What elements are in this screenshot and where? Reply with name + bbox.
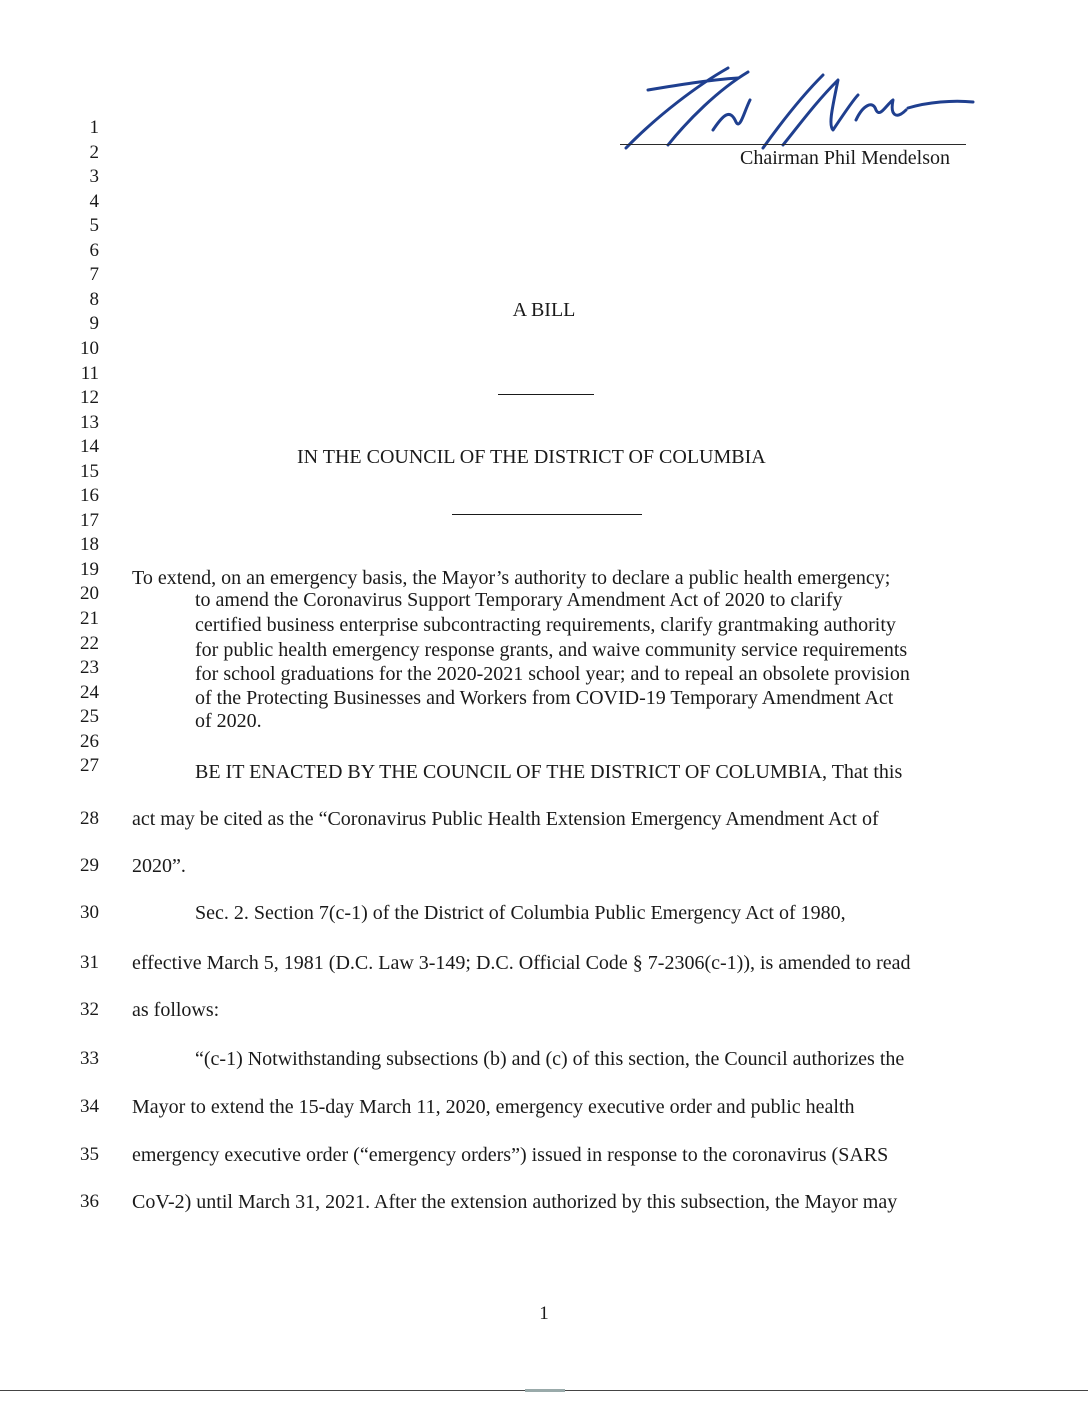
line-number: 20 xyxy=(80,583,99,605)
line-number: 36 xyxy=(80,1191,99,1212)
signature-line xyxy=(620,144,966,145)
line-number: 28 xyxy=(80,808,99,829)
body-line: Mayor to extend the 15-day March 11, 2020, emergency executive order and public health xyxy=(132,1096,855,1118)
line-number: 19 xyxy=(80,558,99,580)
line-number: 3 xyxy=(89,166,99,188)
line-number: 35 xyxy=(80,1144,99,1165)
line-number: 9 xyxy=(89,313,99,335)
line-number: 2 xyxy=(89,141,99,163)
title-line: for school graduations for the 2020-2021 school year; and to repeal an obsolete provision xyxy=(195,663,910,685)
line-number: 31 xyxy=(80,952,99,973)
title-line: for public health emergency response grants, and waive community service requirements xyxy=(195,639,908,661)
body-line: CoV-2) until March 31, 2021. After the extension authorized by this subsection, the Mayor may xyxy=(132,1191,898,1213)
line-number: 24 xyxy=(80,681,99,703)
line-number: 27 xyxy=(80,755,99,777)
line-number: 11 xyxy=(80,362,99,384)
signer-name: Chairman Phil Mendelson xyxy=(740,147,950,169)
line-number: 30 xyxy=(80,902,99,923)
body-line: act may be cited as the “Coronavirus Public Health Extension Emergency Amendment Act of xyxy=(132,808,879,830)
body-line: BE IT ENACTED BY THE COUNCIL OF THE DISTRICT OF COLUMBIA, That this xyxy=(195,761,903,783)
line-number: 29 xyxy=(80,855,99,876)
line-number: 18 xyxy=(80,534,99,556)
line-number: 13 xyxy=(80,411,99,433)
line-number: 10 xyxy=(80,337,99,359)
title-line: of 2020. xyxy=(195,710,262,732)
line-number: 33 xyxy=(80,1048,99,1069)
body-line: “(c-1) Notwithstanding subsections (b) and (c) of this section, the Council authorizes the xyxy=(195,1048,905,1070)
body-line: emergency executive order (“emergency orders”) issued in response to the coronavirus (SARS xyxy=(132,1144,889,1166)
line-number: 12 xyxy=(80,387,99,409)
divider-rule xyxy=(452,514,642,515)
body-line: Sec. 2. Section 7(c-1) of the District of Columbia Public Emergency Act of 1980, xyxy=(195,902,846,924)
line-number: 8 xyxy=(89,288,99,310)
title-line: certified business enterprise subcontracting requirements, clarify grantmaking authority xyxy=(195,614,896,636)
line-number: 4 xyxy=(89,190,99,212)
line-number: 15 xyxy=(80,460,99,482)
line-number: 25 xyxy=(80,706,99,728)
body-line: effective March 5, 1981 (D.C. Law 3-149; D.C. Official Code § 7-2306(c-1)), is amended to read xyxy=(132,952,911,974)
bill-heading: A BILL xyxy=(512,299,576,321)
title-line: to amend the Coronavirus Support Temporary Amendment Act of 2020 to clarify xyxy=(195,589,843,611)
footer-mark xyxy=(525,1389,565,1392)
body-line: as follows: xyxy=(132,999,220,1021)
line-number: 14 xyxy=(80,436,99,458)
line-number: 34 xyxy=(80,1096,99,1117)
line-number: 32 xyxy=(80,999,99,1020)
signature-image xyxy=(618,60,978,152)
title-line: of the Protecting Businesses and Workers from COVID-19 Temporary Amendment Act xyxy=(195,687,894,709)
divider-rule xyxy=(498,394,594,395)
council-heading: IN THE COUNCIL OF THE DISTRICT OF COLUMBIA xyxy=(297,446,766,468)
line-number: 6 xyxy=(89,239,99,261)
line-number: 17 xyxy=(80,509,99,531)
body-line: 2020”. xyxy=(132,855,186,877)
line-number: 1 xyxy=(89,117,99,138)
line-number: 5 xyxy=(89,215,99,237)
line-number: 7 xyxy=(89,264,99,286)
line-number: 23 xyxy=(80,657,99,679)
line-number: 26 xyxy=(80,730,99,752)
line-number: 16 xyxy=(80,485,99,507)
line-number: 21 xyxy=(80,608,99,629)
title-line: To extend, on an emergency basis, the Mayor’s authority to declare a public health emergency; xyxy=(132,567,891,589)
line-number: 22 xyxy=(80,632,99,654)
page-number: 1 xyxy=(539,1303,549,1324)
